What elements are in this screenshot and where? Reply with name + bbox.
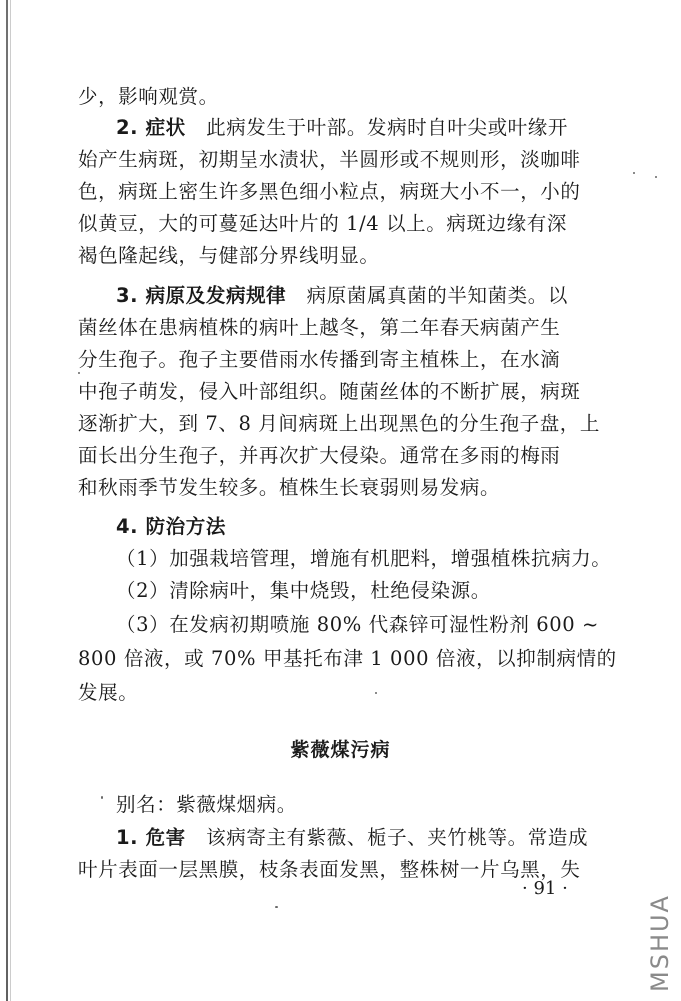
- scan-speck: [275, 906, 278, 908]
- text-span: 病原菌属真菌的半知菌类。以: [306, 284, 568, 307]
- scan-speck: [78, 372, 80, 374]
- harm-line-1: [116, 825, 588, 851]
- text-line: 面长出分生孢子，并再次扩大侵染。通常在多雨的梅雨: [78, 444, 561, 467]
- control-heading-line: [116, 514, 226, 540]
- scan-speck: [655, 176, 657, 178]
- text-line: 菌丝体在患病植株的病叶上越冬，第二年春天病菌产生: [78, 316, 561, 339]
- scan-border-line: [6, 0, 8, 1001]
- watermark: MSHUA: [646, 894, 674, 992]
- alias-line: 别名：紫薇煤烟病。: [116, 793, 297, 816]
- text-line: 发展。: [78, 681, 139, 704]
- text-line: （1）加强栽培管理，增施有机肥料，增强植株抗病力。: [116, 547, 612, 570]
- text-line: （3）在发病初期喷施 80% 代森锌可湿性粉剂 600 ~: [116, 613, 600, 636]
- symptom-line-1: [116, 115, 568, 141]
- text-line: 褐色隆起线，与健部分界线明显。: [78, 244, 380, 267]
- text-span: 此病发生于叶部。发病时自叶尖或叶缘开: [206, 116, 568, 139]
- section-heading-harm: 1. 危害: [116, 826, 186, 849]
- section-heading-symptom: 2. 症状: [116, 116, 186, 139]
- text-line: 叶片表面一层黑膜，枝条表面发黑，整株树一片乌黑，失: [78, 858, 581, 881]
- scan-speck: [375, 692, 377, 694]
- text-line: 800 倍液，或 70% 甲基托布津 1 000 倍液，以抑制病情的: [78, 647, 617, 670]
- text-line: 少，影响观赏。: [78, 85, 219, 108]
- cause-line-1: [116, 283, 568, 309]
- text-line: 中孢子萌发，侵入叶部组织。随菌丝体的不断扩展，病斑: [78, 380, 581, 403]
- scan-border-shadow: [10, 0, 11, 1001]
- scan-speck: [101, 796, 103, 799]
- scan-speck: [633, 172, 635, 174]
- text-line: 逐渐扩大，到 7、8 月间病斑上出现黑色的分生孢子盘，上: [78, 412, 601, 435]
- section-heading-cause: 3. 病原及发病规律: [116, 284, 287, 307]
- page-number: · 91 ·: [522, 878, 568, 899]
- section-heading-control: 4. 防治方法: [116, 515, 226, 538]
- text-span: 该病寄主有紫薇、栀子、夹竹桃等。常造成: [206, 826, 589, 849]
- section-title: 紫薇煤污病: [290, 739, 391, 761]
- text-line: 和秋雨季节发生较多。植株生长衰弱则易发病。: [78, 476, 501, 499]
- text-line: 色，病斑上密生许多黑色细小粒点，病斑大小不一，小的: [78, 180, 581, 203]
- text-line: 始产生病斑，初期呈水渍状，半圆形或不规则形，淡咖啡: [78, 148, 581, 171]
- text-line: （2）清除病叶，集中烧毁，杜绝侵染源。: [116, 579, 491, 602]
- text-line: 似黄豆，大的可蔓延达叶片的 1/4 以上。病斑边缘有深: [78, 212, 567, 235]
- text-line: 分生孢子。孢子主要借雨水传播到寄主植株上，在水滴: [78, 348, 561, 371]
